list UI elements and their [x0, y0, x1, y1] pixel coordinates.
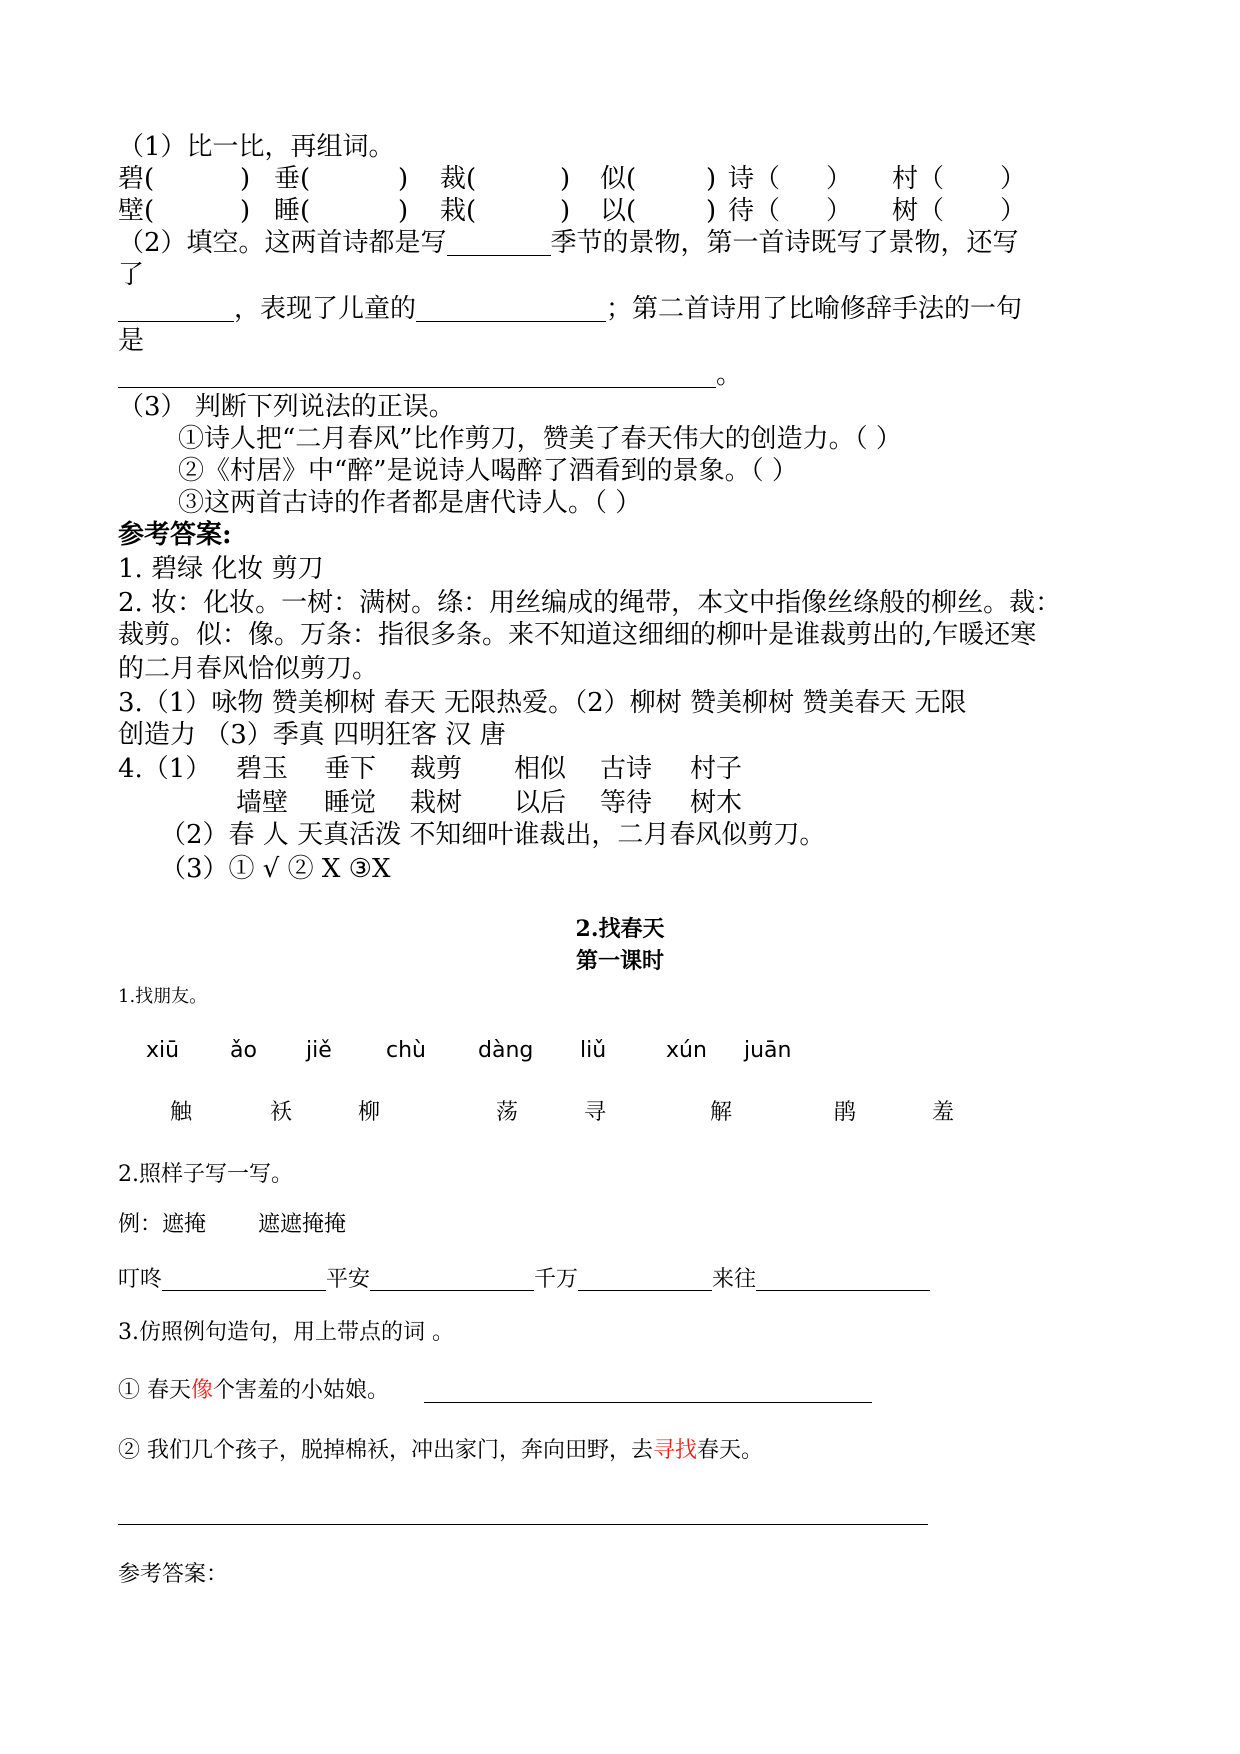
- answer-line-6: 创造力 （3）季真 四明狂客 汉 唐: [118, 720, 506, 750]
- q2-blank-trait[interactable]: [416, 297, 606, 322]
- sentence-2: [118, 1440, 763, 1462]
- q4-word: 古诗: [600, 754, 653, 784]
- word-4-blank[interactable]: [756, 1268, 930, 1291]
- char-item: 解: [710, 1100, 733, 1125]
- q4-word: 垂下: [324, 754, 377, 784]
- lesson-q2: 2.照样子写一写。: [118, 1162, 293, 1187]
- word-blanks-row: [118, 1268, 930, 1291]
- q2-blank-season[interactable]: [447, 231, 551, 256]
- row1-char-2: 垂(: [274, 164, 311, 194]
- answer-line-2: 2. 妆：化妆。一树：满树。绦：用丝编成的绳带，本文中指像丝绦般的柳丝。裁：: [118, 588, 1062, 618]
- example-label: 例：遮掩: [118, 1212, 207, 1237]
- row2-char-4: 以(: [600, 196, 637, 226]
- sentence-2-blank[interactable]: [118, 1524, 928, 1525]
- row2-close-4: ): [706, 196, 717, 226]
- q4-word: 墙壁: [236, 788, 289, 818]
- answers-heading: 参考答案:: [118, 520, 232, 550]
- lesson-subtitle: 第一课时: [575, 948, 664, 974]
- word-1-blank[interactable]: [162, 1268, 326, 1291]
- lesson-answers-heading: 参考答案：: [118, 1562, 229, 1587]
- row1-close-6: ）: [1000, 164, 1027, 194]
- row1-close-1: ): [240, 164, 251, 194]
- q2-line-2: [118, 296, 1022, 322]
- row2-char-5: 待（: [728, 196, 781, 226]
- q4-word: 树木: [690, 788, 743, 818]
- answer-line-5: 3.（1）咏物 赞美柳树 春天 无限热爱。（2）柳树 赞美柳树 赞美春天 无限: [118, 688, 967, 718]
- q2-text-f: 是: [118, 326, 145, 356]
- word-3-blank[interactable]: [578, 1268, 712, 1291]
- row2-close-3: ): [560, 196, 571, 226]
- char-item: 荡: [496, 1100, 519, 1125]
- q4-word: 裁剪: [410, 754, 463, 784]
- sentence-1: [118, 1380, 389, 1402]
- word-4: 来往: [712, 1267, 757, 1292]
- q2-line-3: [118, 362, 742, 388]
- answer-q4-label: 4.（1）: [118, 754, 212, 784]
- pinyin-item: xiū: [146, 1038, 180, 1063]
- q2-text-g: 。: [716, 360, 743, 390]
- pinyin-item: juān: [744, 1038, 792, 1063]
- lesson-q3: 3.仿照例句造句，用上带点的词 。: [118, 1320, 454, 1345]
- row2-char-6: 树（: [892, 196, 945, 226]
- row1-char-6: 村（: [892, 164, 945, 194]
- pinyin-item: ǎo: [230, 1038, 257, 1063]
- row2-close-1: ): [240, 196, 251, 226]
- sentence-1-blank[interactable]: [424, 1402, 872, 1403]
- char-item: 鹃: [834, 1100, 857, 1125]
- answer-line-3: 裁剪。似：像。万条：指很多条。来不知道这细细的柳叶是谁裁剪出的,乍暖还寒: [118, 620, 1037, 650]
- char-item: 羞: [932, 1100, 955, 1125]
- word-2: 平安: [326, 1267, 371, 1292]
- sentence-1-keyword: 像: [191, 1378, 214, 1403]
- q2-line-1: [118, 230, 1019, 256]
- q4-word: 睡觉: [324, 788, 377, 818]
- q4-word: 以后: [514, 788, 567, 818]
- q2-text-a: （2）填空。这两首诗都是写: [118, 228, 447, 258]
- q4-word: 碧玉: [236, 754, 289, 784]
- example-answer: 遮遮掩掩: [258, 1212, 347, 1237]
- row2-close-6: ）: [1000, 196, 1027, 226]
- answer-line-4: 的二月春风恰似剪刀。: [118, 654, 379, 684]
- q3-item-1: ①诗人把“二月春风”比作剪刀，赞美了春天伟大的创造力。（ ）: [178, 424, 902, 454]
- lesson-title: 2.找春天: [575, 916, 665, 942]
- q4-word: 相似: [514, 754, 567, 784]
- row1-char-5: 诗（: [728, 164, 781, 194]
- q2-text-d: ，表现了儿童的: [234, 294, 417, 324]
- pinyin-item: jiě: [306, 1038, 332, 1063]
- row2-char-2: 睡(: [274, 196, 311, 226]
- row2-close-2: ): [398, 196, 409, 226]
- sentence-2-keyword: 寻找: [653, 1438, 698, 1463]
- q4-word: 等待: [600, 788, 653, 818]
- char-item: 触: [170, 1100, 193, 1125]
- row2-char-1: 壁(: [118, 196, 155, 226]
- q2-blank-sentence[interactable]: [118, 363, 716, 388]
- pinyin-item: dàng: [478, 1038, 534, 1063]
- q2-blank-person[interactable]: [118, 297, 234, 322]
- row1-close-5: ）: [826, 164, 853, 194]
- word-2-blank[interactable]: [370, 1268, 534, 1291]
- sentence-2-post: 春天。: [697, 1438, 764, 1463]
- answer-line-1: 1. 碧绿 化妆 剪刀: [118, 554, 324, 584]
- lesson-q1: 1.找朋友。: [118, 986, 208, 1007]
- q2-text-c: 了: [118, 260, 145, 290]
- answer-q4-2: （2）春 人 天真活泼 不知细叶谁裁出，二月春风似剪刀。: [160, 820, 826, 850]
- row1-close-4: ): [706, 164, 717, 194]
- answer-q4-3: （3）① √ ② X ③X: [160, 854, 391, 884]
- q4-word: 栽树: [410, 788, 463, 818]
- pinyin-item: chù: [386, 1038, 426, 1063]
- char-item: 袄: [270, 1100, 293, 1125]
- row1-close-3: ): [560, 164, 571, 194]
- char-item: 柳: [358, 1100, 381, 1125]
- q4-word: 村子: [690, 754, 743, 784]
- word-3: 千万: [534, 1267, 579, 1292]
- sentence-1-post: 个害羞的小姑娘。: [213, 1378, 390, 1403]
- q2-text-b: 季节的景物，第一首诗既写了景物，还写: [550, 228, 1019, 258]
- row2-char-3: 栽(: [440, 196, 477, 226]
- row1-char-3: 裁(: [440, 164, 477, 194]
- row2-close-5: ）: [826, 196, 853, 226]
- char-item: 寻: [584, 1100, 607, 1125]
- q3-item-3: ③这两首古诗的作者都是唐代诗人。（ ）: [178, 488, 642, 518]
- pinyin-item: xún: [666, 1038, 707, 1063]
- q3-item-2: ②《村居》中“醉”是说诗人喝醉了酒看到的景象。（ ）: [178, 456, 798, 486]
- q3-title: （3） 判断下列说法的正误。: [118, 392, 455, 422]
- row1-char-4: 似(: [600, 164, 637, 194]
- sentence-2-pre: ② 我们几个孩子，脱掉棉袄，冲出家门，奔向田野，去: [118, 1438, 653, 1463]
- q1-title: （1）比一比，再组词。: [118, 132, 395, 162]
- pinyin-item: liǔ: [580, 1038, 607, 1063]
- sentence-1-pre: ① 春天: [118, 1378, 191, 1403]
- q2-text-e: ；第二首诗用了比喻修辞手法的一句: [606, 294, 1023, 324]
- row1-char-1: 碧(: [118, 164, 155, 194]
- row1-close-2: ): [398, 164, 409, 194]
- word-1: 叮咚: [118, 1267, 163, 1292]
